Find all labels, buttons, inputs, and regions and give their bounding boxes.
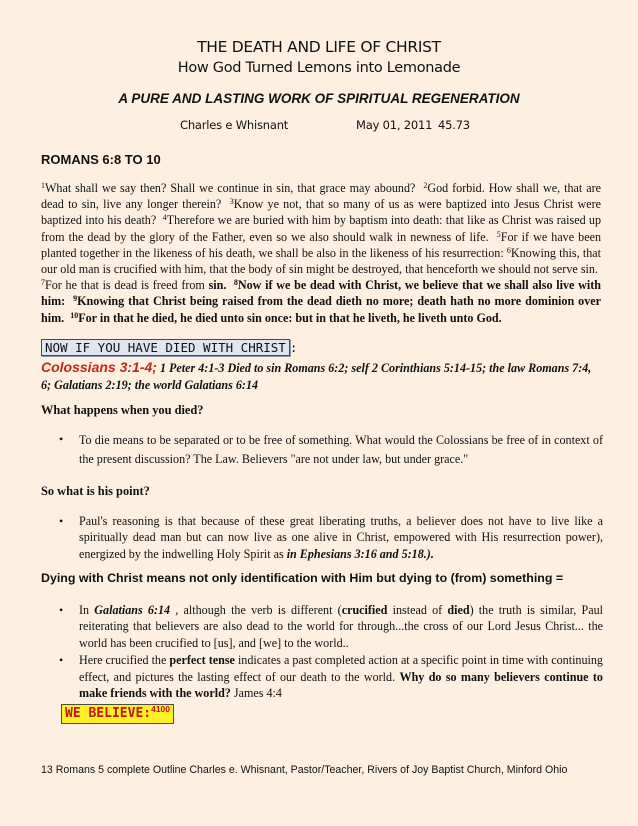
callout-label: WE BELIEVE: — [65, 706, 152, 721]
verse-number: 3 — [229, 197, 234, 207]
bullet-icon: • — [59, 653, 64, 668]
list-item-text: instead of — [387, 603, 448, 617]
verse-number: 8 — [233, 278, 238, 288]
bullet-list — [41, 431, 603, 469]
scripture-reference-heading: ROMANS 6:8 TO 10 — [41, 152, 161, 167]
list-item-text: In — [79, 603, 95, 617]
we-believe-callout — [61, 704, 174, 724]
verse-text: God forbid. How shall we, that are dead to sin, live any longer therein? — [41, 181, 601, 212]
scripture-reference: James 4:4 — [230, 686, 282, 701]
verse-text: For in that he died, he died unto sin once: but in that he liveth, he liveth unto God. — [78, 310, 502, 325]
section-heading-colon: : — [289, 340, 298, 355]
cross-reference-list: 1 Peter 4:1-3 Died to sin Romans 6:2; self 2 Corinthians 5:14-15; the law Romans 7:4, 6; Galatians 2:19; the world Galatians 6:14 — [41, 361, 592, 392]
verse-number: 4 — [162, 213, 167, 223]
page-footer: 13 Romans 5 complete Outline Charles e. Whisnant, Pastor/Teacher, Rivers of Joy Baptist Church, Minford Ohio — [41, 764, 568, 776]
list-item-text: Here crucified the — [79, 653, 170, 668]
bullet-icon: • — [59, 603, 64, 617]
colossians-reference: Colossians 3:1-4; — [41, 359, 157, 375]
verse-number: 9 — [73, 294, 78, 304]
scripture-reference: Galatians 6:14 — [94, 603, 171, 617]
verse-text-bold: sin. — [208, 278, 227, 293]
page-subtitle: How God Turned Lemons into Lemonade — [177, 60, 461, 76]
verse-number: 1 — [41, 181, 45, 190]
emphasis-word: perfect tense — [169, 653, 235, 668]
list-item-text: ) the truth is similar, Paul reiterating that believers are also dead to the world for through...the cross of our Lord Jesus Christ... the world has been crucified to [us], and [we] to the world.. — [79, 603, 603, 650]
list-item-text: Paul's reasoning is that because of these great liberating truths, a believer does not have to live like a spiritually dead man but can now live as one alive in Christ, empowered with His resurrection power), energized by the indwelling Holy Spirit as — [79, 514, 603, 561]
verse-text: Knowing that Christ being raised from the dead dieth no more; death hath no more dominion over him. — [41, 294, 601, 325]
sermon-number: 45.73 — [438, 118, 470, 132]
bullet-list — [41, 513, 603, 563]
callout-footnote: 4100 — [151, 704, 171, 714]
verse-text: Know ye not, that so many of us as were baptized into Jesus Christ were baptized into his death? — [41, 197, 602, 228]
section-heading — [41, 340, 297, 355]
scripture-passage — [41, 180, 601, 326]
verse-text: For if we have been planted together in the likeness of his death, we shall be also in the likeness of his resurrection: — [41, 229, 601, 260]
list-item-text: To die means to be separated or to be free of something. What would the Colossians be free of in context of the present discussion? The Law. Believers "are not under law, but under grace." — [79, 433, 603, 466]
list-item — [41, 602, 603, 651]
verse-text: Knowing this, that our old man is crucified with him, that the body of sin might be destroyed, that henceforth we should not serve sin. — [41, 245, 601, 277]
verse-text: Therefore we are buried with him by baptism into death: that like as Christ was raised up from the dead by the glory of the Father, even so we also should walk in newness of life. — [41, 213, 601, 244]
bullet-icon: • — [59, 514, 64, 528]
verse-text: For he that is dead is freed from — [45, 278, 209, 293]
list-item — [41, 513, 603, 562]
verse-number: 5 — [496, 229, 501, 239]
list-item-text: , although the verb is different ( — [170, 603, 342, 617]
emphasis-word: died — [447, 603, 470, 617]
dying-heading: Dying with Christ means not only identification with Him but dying to (from) something = — [41, 571, 564, 585]
emphasis-question: Why do so many believers continue to make friends with the world? — [79, 669, 603, 701]
list-item — [41, 652, 603, 701]
list-item-text: indicates a past completed action at a specific point in time with continuing effect, and pictures the lasting effect of our death to the world. — [79, 653, 603, 684]
list-item — [41, 431, 603, 468]
scripture-reference: in Ephesians 3:16 and 5:18.). — [286, 546, 434, 561]
page-tagline: A PURE AND LASTING WORK OF SPIRITUAL REGENERATION — [118, 91, 520, 106]
verse-number: 6 — [506, 245, 511, 255]
verse-text: Now if we be dead with Christ, we believe that we shall also live with him: — [41, 278, 601, 309]
sermon-date: May 01, 2011 — [356, 118, 433, 132]
page-title: THE DEATH AND LIFE OF CHRIST — [197, 38, 441, 56]
author-line — [180, 118, 600, 132]
section-heading-box: NOW IF YOU HAVE DIED WITH CHRIST — [41, 339, 290, 356]
bullet-list — [41, 602, 603, 702]
author-name: Charles e Whisnant — [180, 118, 289, 132]
cross-references — [41, 359, 601, 394]
question-heading: So what is his point? — [41, 484, 150, 498]
verse-text: What shall we say then? Shall we continue in sin, that grace may abound? — [45, 181, 416, 195]
verse-number: 7 — [41, 278, 45, 288]
verse-number: 2 — [423, 181, 428, 190]
verse-number: 10 — [70, 310, 79, 320]
bullet-icon: • — [59, 432, 64, 446]
question-heading: What happens when you died? — [41, 403, 204, 417]
emphasis-word: crucified — [341, 603, 388, 617]
